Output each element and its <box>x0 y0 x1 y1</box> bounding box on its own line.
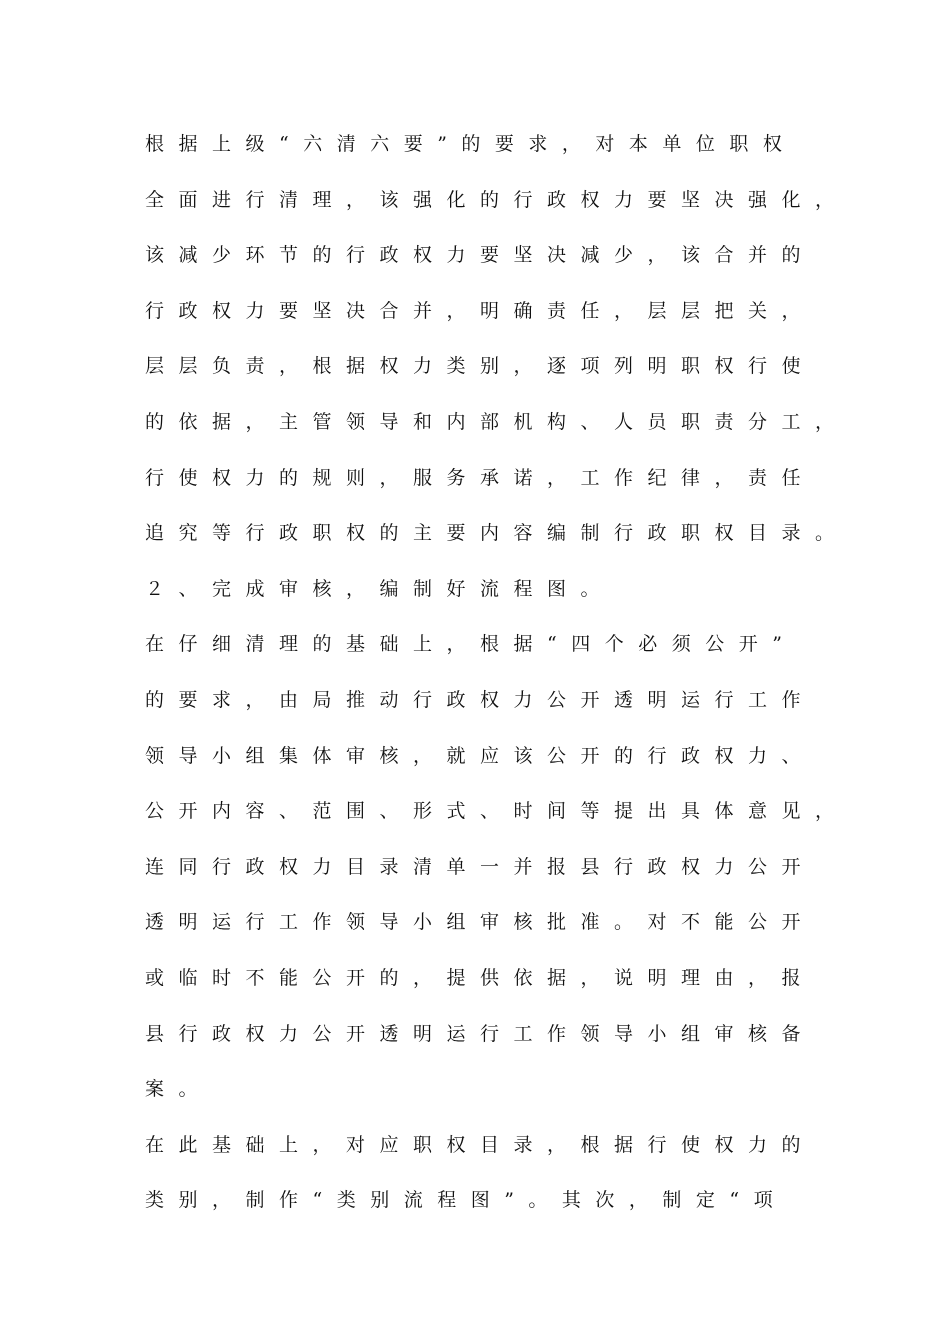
section-heading: ２、完成审核，编制好流程图。 <box>145 577 615 600</box>
text-line: 连同行政权力目录清单一并报县行政权力公开 <box>145 855 816 878</box>
text-line: 或临时不能公开的，提供依据，说明理由，报 <box>145 966 816 989</box>
text-line: 透明运行工作领导小组审核批准。对不能公开 <box>145 911 816 934</box>
text-line: 根据上级“六清六要”的要求，对本单位职权 <box>145 133 797 155</box>
text-line: 该减少环节的行政权力要坚决减少，该合并的 <box>145 244 816 267</box>
text-line: 案。 <box>145 1078 213 1101</box>
text-line: 县行政权力公开透明运行工作领导小组审核备 <box>145 1022 816 1045</box>
text-line: 的要求，由局推动行政权力公开透明运行工作 <box>145 688 816 711</box>
text-line: 类别，制作“类别流程图”。其次，制定“项 <box>145 1189 788 1212</box>
text-line: 领导小组集体审核，就应该公开的行政权力、 <box>145 744 816 767</box>
text-line: 全面进行清理，该强化的行政权力要坚决强化， <box>145 188 849 211</box>
text-line: 的依据，主管领导和内部机构、人员职责分工， <box>145 410 849 433</box>
text-line: 行使权力的规则，服务承诺，工作纪律，责任 <box>145 466 816 489</box>
text-line: 公开内容、范围、形式、时间等提出具体意见， <box>145 800 849 823</box>
text-line: 行政权力要坚决合并，明确责任，层层把关， <box>145 299 816 322</box>
text-line: 追究等行政职权的主要内容编制行政职权目录。 <box>145 522 849 545</box>
document-body <box>145 130 849 1242</box>
text-line: 层层负责，根据权力类别，逐项列明职权行使 <box>145 355 816 378</box>
text-line: 在仔细清理的基础上，根据“四个必须公开” <box>145 633 797 656</box>
text-line: 在此基础上，对应职权目录，根据行使权力的 <box>145 1133 816 1156</box>
